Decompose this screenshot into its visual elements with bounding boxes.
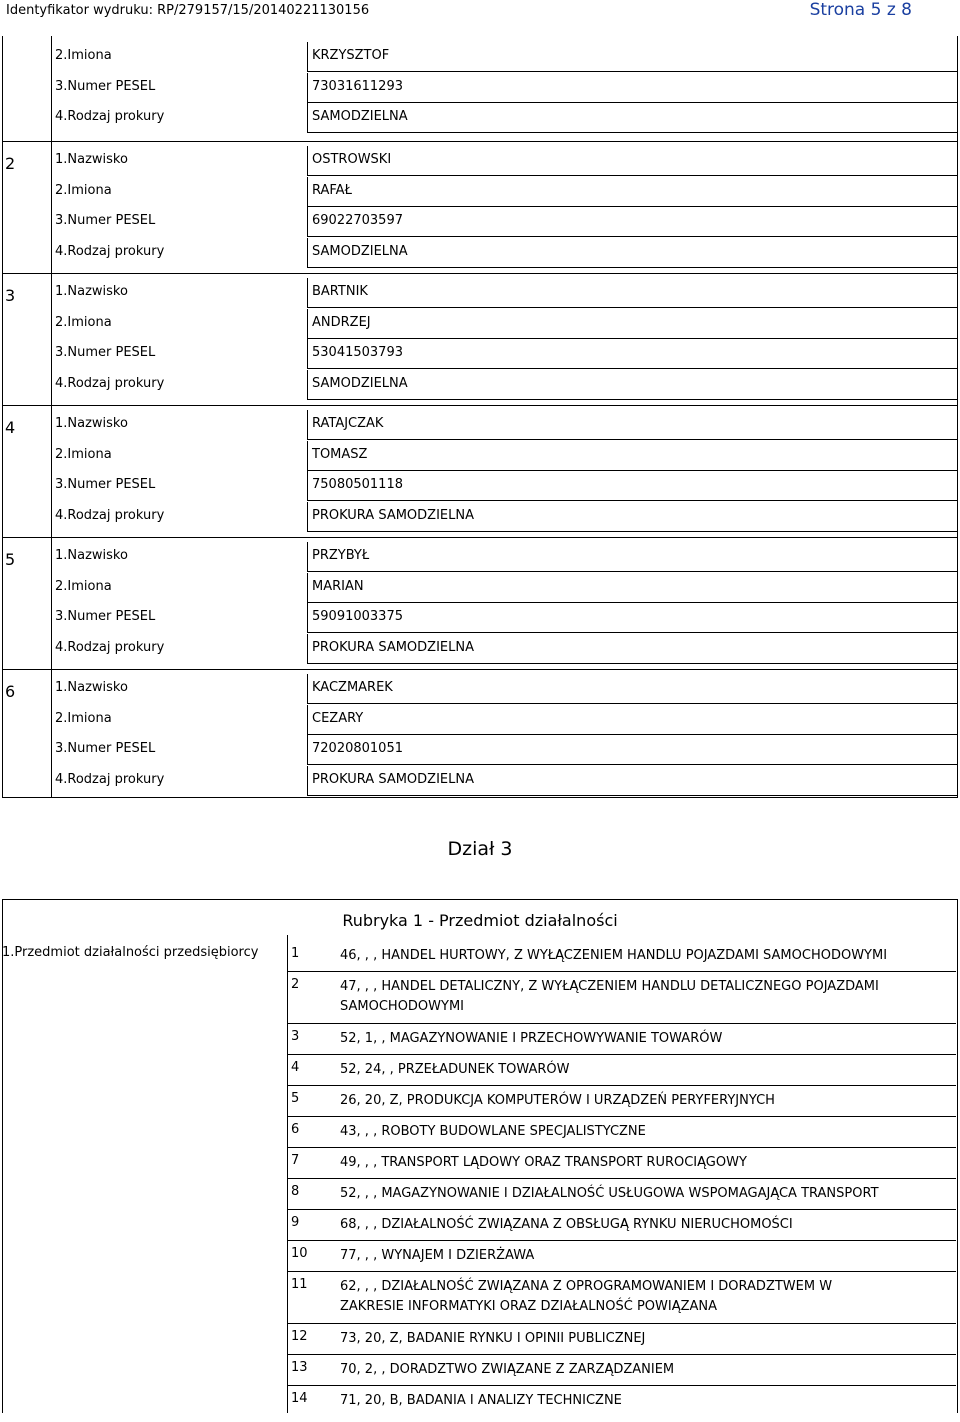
activity-row: [287, 1391, 956, 1422]
activity-number: 14: [291, 1391, 308, 1406]
activity-row: [287, 1060, 956, 1091]
cell-divider: [307, 42, 308, 72]
proxy-type-row: [51, 370, 958, 400]
activity-underline: [287, 1054, 956, 1055]
cell-underline: [307, 663, 958, 664]
proxy-names-row: [51, 573, 958, 603]
proxy-surname-row: [51, 410, 958, 440]
proxies-table: [2, 36, 958, 798]
cell-divider: [307, 238, 308, 268]
proxy-names-row: [51, 177, 958, 207]
field-label: 1.Nazwisko: [55, 548, 128, 563]
activity-underline: [287, 1240, 956, 1241]
cell-divider: [307, 766, 308, 796]
activity-number: 5: [291, 1091, 300, 1106]
field-label: 3.Numer PESEL: [55, 609, 156, 625]
field-label: 4.Rodzaj prokury: [55, 771, 165, 787]
field-label: 1.Nazwisko: [55, 416, 128, 431]
proxy-pesel-row: [51, 207, 958, 237]
field-value: 73031611293: [312, 78, 403, 94]
activity-text: 70, 2, , DORADZTWO ZWIĄZANE Z ZARZĄDZANIEM: [340, 1362, 675, 1377]
group-divider: [3, 669, 958, 670]
field-label: 4.Rodzaj prokury: [55, 639, 165, 655]
field-value: RAFAŁ: [312, 182, 352, 198]
activity-text: 77, , , WYNAJEM I DZIERŻAWA: [340, 1248, 535, 1263]
field-value: SAMODZIELNA: [312, 375, 408, 391]
cell-divider: [307, 634, 308, 664]
print-header: [0, 0, 960, 24]
proxy-names-row: [51, 705, 958, 735]
activity-row: [287, 1091, 956, 1122]
field-label: 3.Numer PESEL: [55, 345, 156, 361]
cell-divider: [307, 705, 308, 735]
group-divider: [3, 141, 958, 142]
field-value: KACZMAREK: [312, 680, 393, 695]
proxy-number: 5: [5, 550, 16, 569]
cell-underline: [307, 132, 958, 133]
cell-divider: [307, 146, 308, 176]
field-value: OSTROWSKI: [312, 152, 392, 167]
activity-row: [287, 1277, 956, 1329]
field-label: 2.Imiona: [55, 578, 112, 594]
field-value: PROKURA SAMODZIELNA: [312, 507, 474, 523]
proxy-number: 2: [5, 154, 16, 173]
activity-text: 68, , , DZIAŁALNOŚĆ ZWIĄZANA Z OBSŁUGĄ RYNKU NIERUCHOMOŚCI: [340, 1217, 793, 1232]
field-value: PROKURA SAMODZIELNA: [312, 639, 474, 655]
field-value: TOMASZ: [312, 446, 368, 462]
cell-underline: [307, 531, 958, 532]
activity-field-label: 1.Przedmiot działalności przedsiębiorcy: [2, 945, 259, 960]
activity-underline: [287, 1354, 956, 1355]
proxy-type-row: [51, 502, 958, 532]
cell-underline: [307, 267, 958, 268]
field-label: 2.Imiona: [55, 446, 112, 462]
field-value: SAMODZIELNA: [312, 243, 408, 259]
cell-divider: [307, 573, 308, 603]
activity-text: 43, , , ROBOTY BUDOWLANE SPECJALISTYCZNE: [340, 1124, 646, 1139]
cell-divider: [307, 177, 308, 207]
proxy-pesel-row: [51, 603, 958, 633]
field-value: 69022703597: [312, 213, 403, 229]
cell-divider: [307, 542, 308, 572]
activity-text: 52, , , MAGAZYNOWANIE I DZIAŁALNOŚĆ USŁUGOWA WSPOMAGAJĄCA TRANSPORT: [340, 1186, 879, 1201]
proxy-names-row: [51, 441, 958, 471]
activity-number: 1: [291, 946, 300, 961]
activity-underline: [287, 1209, 956, 1210]
field-label: 3.Numer PESEL: [55, 741, 156, 757]
activity-text: 47, , , HANDEL DETALICZNY, Z WYŁĄCZENIEM HANDLU DETALICZNEGO POJAZDAMI SAMOCHODOWYMI: [340, 979, 879, 1014]
proxy-number: 3: [5, 286, 16, 305]
field-value: CEZARY: [312, 710, 364, 726]
field-label: 1.Nazwisko: [55, 680, 128, 695]
proxy-surname-row: [51, 278, 958, 308]
proxy-number: 4: [5, 418, 16, 437]
activity-text: 52, 1, , MAGAZYNOWANIE I PRZECHOWYWANIE TOWARÓW: [340, 1031, 723, 1046]
activity-row: [287, 1246, 956, 1277]
activity-underline: [287, 1178, 956, 1179]
proxy-names-row: [51, 309, 958, 339]
proxy-surname-row: [51, 542, 958, 572]
section-title: Dział 3: [447, 838, 513, 860]
field-value: 72020801051: [312, 741, 403, 757]
activity-underline: [287, 1116, 956, 1117]
field-value: PRZYBYŁ: [312, 548, 370, 563]
field-value: RATAJCZAK: [312, 416, 384, 431]
field-label: 3.Numer PESEL: [55, 477, 156, 493]
proxy-type-row: [51, 103, 958, 133]
cell-divider: [307, 370, 308, 400]
field-label: 1.Nazwisko: [55, 284, 128, 299]
field-value: BARTNIK: [312, 284, 368, 299]
page-number: Strona 5 z 8: [809, 0, 912, 20]
proxy-surname-row: [51, 674, 958, 704]
rubric-title: Rubryka 1 - Przedmiot działalności: [342, 911, 618, 930]
activity-number: 11: [291, 1277, 308, 1292]
activity-number: 12: [291, 1329, 308, 1344]
field-label: 3.Numer PESEL: [55, 213, 156, 229]
activity-underline: [287, 1085, 956, 1086]
activity-number: 6: [291, 1122, 300, 1137]
proxy-names-row: [51, 42, 958, 72]
activity-row: [287, 946, 956, 977]
activity-text: 52, 24, , PRZEŁADUNEK TOWARÓW: [340, 1062, 570, 1077]
field-label: 2.Imiona: [55, 314, 112, 330]
activity-text: 62, , , DZIAŁALNOŚĆ ZWIĄZANA Z OPROGRAMOWANIEM I DORADZTWEM W ZAKRESIE INFORMATYKI ORAZ DZIAŁALNOŚĆ POWIĄZANA: [340, 1279, 833, 1314]
activity-row: [287, 977, 956, 1029]
field-label: 2.Imiona: [55, 710, 112, 726]
activity-number: 7: [291, 1153, 300, 1168]
activity-text: 49, , , TRANSPORT LĄDOWY ORAZ TRANSPORT RUROCIĄGOWY: [340, 1155, 747, 1170]
cell-divider: [307, 603, 308, 633]
activity-text: 26, 20, Z, PRODUKCJA KOMPUTERÓW I URZĄDZEŃ PERYFERYJNYCH: [340, 1093, 775, 1108]
field-label: 4.Rodzaj prokury: [55, 507, 165, 523]
activity-row: [287, 1029, 956, 1060]
field-value: PROKURA SAMODZIELNA: [312, 771, 474, 787]
proxy-surname-row: [51, 146, 958, 176]
field-value: 53041503793: [312, 345, 403, 361]
field-label: 4.Rodzaj prokury: [55, 375, 165, 391]
activity-underline: [287, 1385, 956, 1386]
activity-number: 4: [291, 1060, 300, 1075]
activity-text: 71, 20, B, BADANIA I ANALIZY TECHNICZNE: [340, 1393, 622, 1408]
proxy-type-row: [51, 766, 958, 796]
field-label: 2.Imiona: [55, 182, 112, 198]
field-label: 3.Numer PESEL: [55, 78, 156, 94]
proxy-pesel-row: [51, 735, 958, 765]
group-divider: [3, 537, 958, 538]
print-identifier: Identyfikator wydruku: RP/279157/15/20140221130156: [6, 3, 370, 18]
cell-divider: [307, 339, 308, 369]
activity-text: 46, , , HANDEL HURTOWY, Z WYŁĄCZENIEM HANDLU POJAZDAMI SAMOCHODOWYMI: [340, 948, 888, 963]
group-divider: [3, 405, 958, 406]
field-value: 59091003375: [312, 609, 403, 625]
cell-divider: [307, 278, 308, 308]
activity-number: 8: [291, 1184, 300, 1199]
activity-underline: [287, 1323, 956, 1324]
cell-divider: [307, 309, 308, 339]
activity-underline: [287, 971, 956, 972]
activity-row: [287, 1153, 956, 1184]
activity-number: 2: [291, 977, 300, 992]
activity-row: [287, 1329, 956, 1360]
activity-row: [287, 1215, 956, 1246]
cell-underline: [307, 399, 958, 400]
group-divider: [3, 273, 958, 274]
cell-underline: [307, 795, 958, 796]
proxy-number: 6: [5, 682, 16, 701]
field-value: SAMODZIELNA: [312, 109, 408, 125]
cell-divider: [307, 735, 308, 765]
activity-number: 13: [291, 1360, 308, 1375]
activity-text: 73, 20, Z, BADANIE RYNKU I OPINII PUBLICZNEJ: [340, 1331, 646, 1346]
field-value: 75080501118: [312, 477, 403, 493]
activity-underline: [287, 1271, 956, 1272]
field-value: MARIAN: [312, 578, 364, 594]
cell-divider: [307, 410, 308, 440]
activity-row: [287, 1122, 956, 1153]
activity-number: 10: [291, 1246, 308, 1261]
field-label: 4.Rodzaj prokury: [55, 109, 165, 125]
activity-number: 9: [291, 1215, 300, 1230]
proxy-type-row: [51, 238, 958, 268]
activity-underline: [287, 1023, 956, 1024]
cell-divider: [307, 502, 308, 532]
field-value: ANDRZEJ: [312, 314, 371, 330]
proxy-type-row: [51, 634, 958, 664]
activity-row: [287, 1360, 956, 1391]
cell-divider: [307, 73, 308, 103]
field-label: 2.Imiona: [55, 48, 112, 63]
field-label: 1.Nazwisko: [55, 152, 128, 167]
activity-number: 3: [291, 1029, 300, 1044]
field-label: 4.Rodzaj prokury: [55, 243, 165, 259]
cell-divider: [307, 471, 308, 501]
cell-divider: [307, 207, 308, 237]
field-value: KRZYSZTOF: [312, 48, 390, 63]
activity-underline: [287, 1147, 956, 1148]
proxy-pesel-row: [51, 73, 958, 103]
proxy-pesel-row: [51, 339, 958, 369]
cell-divider: [307, 674, 308, 704]
activity-row: [287, 1184, 956, 1215]
proxy-pesel-row: [51, 471, 958, 501]
cell-divider: [307, 103, 308, 133]
cell-divider: [307, 441, 308, 471]
